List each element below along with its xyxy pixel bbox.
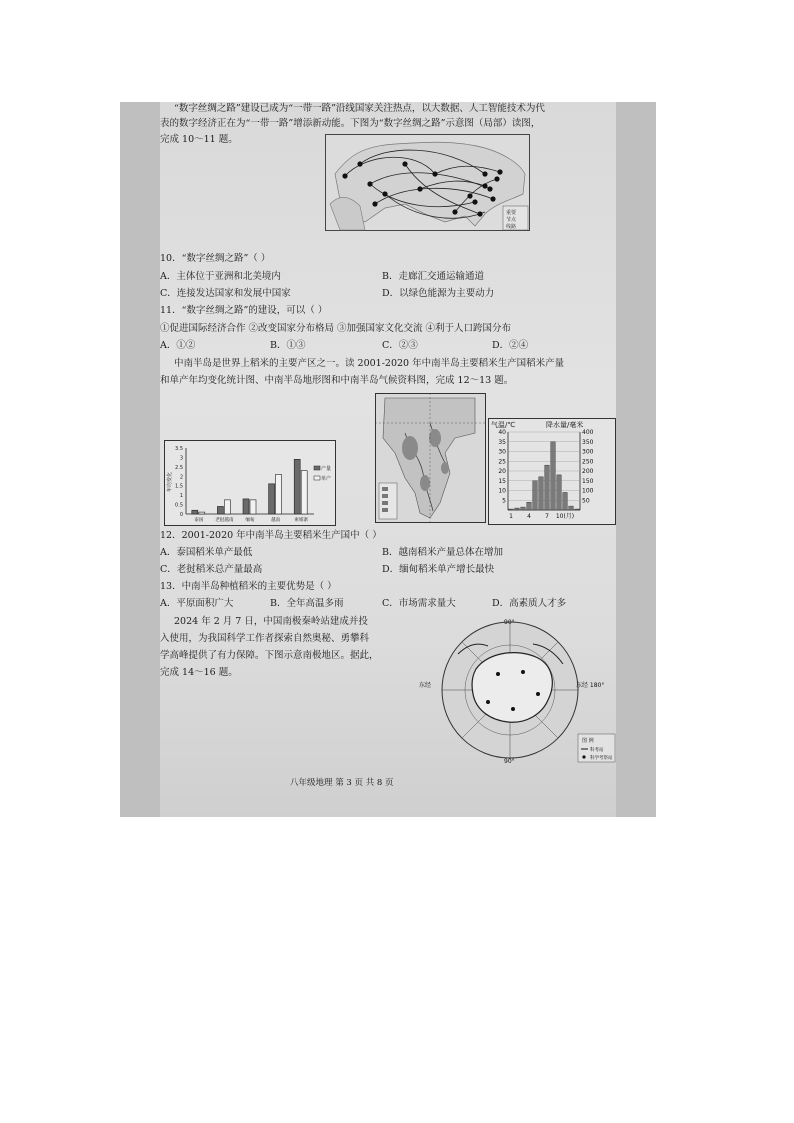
precip-bar — [569, 506, 573, 510]
bar-单产 — [250, 500, 256, 514]
left-tick-label: 25 — [498, 458, 506, 466]
precip-bar — [545, 465, 549, 510]
x-tick-label: 泰国 — [194, 518, 204, 523]
map3-legend-title: 图 例 — [582, 738, 594, 744]
right-tick-label: 250 — [582, 458, 594, 466]
legend-swatch — [314, 476, 320, 480]
x-tick-label: 越南 — [270, 518, 281, 523]
map3-label-bottom: 90° — [504, 758, 515, 764]
y-axis-title: 年均变化 — [167, 471, 173, 493]
q10-stem: 10．“数字丝绸之路”（ ） — [160, 253, 271, 264]
precip-bar — [557, 475, 561, 510]
x-tick-label: 4 — [527, 513, 531, 520]
y-tick-label: 3.5 — [175, 446, 183, 452]
right-tick-label: 50 — [582, 497, 590, 505]
q13-option-b: B．全年高温多雨 — [270, 598, 344, 609]
right-tick-label: 150 — [582, 477, 594, 485]
right-tick-label: 350 — [582, 438, 594, 446]
y-tick-label: 1.5 — [175, 483, 183, 490]
bar-单产 — [224, 500, 230, 514]
right-tick-label: 300 — [582, 448, 594, 456]
y-tick-label: 0 — [179, 512, 183, 518]
precip-bar — [509, 509, 513, 510]
bar-单产 — [199, 512, 205, 514]
map3-legend-1: 科考站 — [590, 748, 604, 753]
q10-option-a: A．主体位于亚洲和北美境内 — [160, 271, 281, 282]
map1-legend-2: 节点 — [506, 217, 517, 223]
x-tick-label: 10(月) — [555, 513, 575, 520]
q11-option-c: C．②③ — [382, 340, 418, 351]
intro3-line4: 完成 14～16 题。 — [160, 667, 238, 678]
q11-option-d: D．②④ — [492, 340, 529, 351]
q10-option-c: C．连接发达国家和发展中国家 — [160, 288, 291, 299]
y-tick-label: 1 — [179, 493, 183, 500]
map3-label-left: 东经 — [419, 682, 432, 689]
left-tick-label: 40 — [498, 429, 506, 436]
intro1-line2: 表的数字经济正在为“一带一路”增添新动能。下图为“数字丝绸之路”示意图（局部）读图， — [160, 118, 541, 129]
precip-bar — [521, 507, 525, 510]
q13-option-d: D．高素质人才多 — [492, 598, 567, 609]
y-tick-label: 3 — [179, 455, 183, 462]
intro3-line2: 入使用，为我国科学工作者探索自然奥秘、勇攀科 — [160, 633, 370, 644]
precip-bar — [551, 442, 555, 510]
bar-产量 — [243, 499, 249, 514]
indochina-terrain-map — [375, 393, 486, 523]
q13-option-a: A．平原面积广大 — [160, 598, 234, 609]
intro3-line1: 2024 年 2 月 7 日，中国南极秦岭站建成并投 — [174, 616, 368, 627]
left-tick-label: 15 — [498, 477, 506, 485]
map1-legend-3: 线路 — [506, 224, 517, 230]
x-tick-label: 老挝越南 — [215, 518, 234, 523]
left-tick-label: 10 — [498, 487, 506, 495]
precip-bar — [515, 508, 519, 510]
precip-bar — [563, 492, 567, 510]
left-tick-label: 30 — [498, 448, 506, 456]
right-tick-label: 200 — [582, 468, 594, 475]
q13-stem: 13．中南半岛种植稻米的主要优势是（ ） — [160, 581, 337, 592]
bar-产量 — [269, 484, 275, 514]
left-tick-label: 35 — [498, 438, 506, 446]
x-tick-label: 7 — [545, 513, 549, 520]
q12-option-c: C．老挝稻米总产量最高 — [160, 564, 263, 575]
precip-bar — [539, 477, 543, 510]
climate-chart — [488, 418, 616, 525]
x-tick-label: 1 — [509, 513, 513, 520]
precip-bar — [533, 481, 537, 510]
q11-option-b: B．①③ — [270, 340, 306, 351]
rice-output-chart — [164, 440, 336, 526]
y-tick-label: 2.5 — [175, 464, 183, 471]
precip-bar — [575, 509, 579, 510]
map3-label-right: 东经 180° — [576, 682, 605, 689]
digital-silk-road-map — [325, 134, 530, 231]
q11-option-a: A．①② — [160, 340, 196, 351]
bar-产量 — [294, 459, 300, 514]
bar-产量 — [192, 510, 198, 514]
q11-items: ①促进国际经济合作 ②改变国家分布格局 ③加强国家文化交流 ④利于人口跨国分布 — [160, 323, 512, 334]
x-tick-label: 缅甸 — [245, 518, 255, 523]
y-tick-label: 2 — [179, 474, 183, 481]
left-tick-label: 5 — [502, 497, 506, 505]
intro2-line1: 中南半岛是世界上稻米的主要产区之一。读 2001-2020 年中南半岛主要稻米生产国稻米产量 — [174, 358, 565, 369]
intro2-line2: 和单产年均变化统计图、中南半岛地形图和中南半岛气候资料图，完成 12～13 题。 — [160, 375, 514, 386]
q12-option-d: D．缅甸稻米单产增长最快 — [382, 564, 495, 575]
right-tick-label: 400 — [582, 429, 594, 436]
bar-产量 — [217, 506, 223, 514]
q12-option-b: B．越南稻米产量总体在增加 — [382, 547, 503, 558]
q10-option-b: B．走廊汇交通运输通道 — [382, 271, 484, 282]
q10-option-d: D．以绿色能源为主要动力 — [382, 288, 495, 299]
map1-legend-1: 重要 — [506, 210, 517, 216]
right-axis-title: 降水量/毫米 — [546, 421, 584, 429]
y-tick-label: 0.5 — [175, 502, 183, 509]
intro1-line1: “数字丝绸之路”建设已成为“一带一路”沿线国家关注热点，以大数据、人工智能技术为代 — [174, 103, 545, 114]
left-tick-label: 20 — [498, 468, 506, 475]
photo-background — [120, 102, 656, 817]
map3-legend-2: 科学考察站 — [590, 756, 613, 761]
q12-option-a: A．泰国稻米单产最低 — [160, 547, 253, 558]
legend-swatch — [314, 466, 320, 470]
map3-label-top: 90° — [504, 619, 515, 626]
x-tick-label: 柬埔寨 — [294, 518, 309, 523]
q11-stem: 11．“数字丝绸之路”的建设，可以（ ） — [160, 305, 328, 316]
q13-option-c: C．市场需求量大 — [382, 598, 456, 609]
left-axis-title: 气温/℃ — [491, 421, 516, 429]
q12-stem: 12．2001-2020 年中南半岛主要稻米生产国中（ ） — [160, 530, 382, 541]
legend-label: 产量 — [321, 466, 332, 472]
bar-单产 — [301, 471, 307, 514]
exam-page — [160, 102, 616, 817]
page-footer: 八年级地理 第 3 页 共 8 页 — [290, 778, 394, 788]
legend-label: 单产 — [321, 476, 332, 482]
intro1-line3: 完成 10～11 题。 — [160, 134, 238, 145]
right-tick-label: 100 — [582, 487, 594, 495]
intro3-line3: 学高峰提供了有力保障。下图示意南极地区。据此， — [160, 650, 379, 661]
bar-单产 — [276, 474, 282, 514]
antarctica-map — [418, 614, 616, 764]
precip-bar — [527, 502, 531, 510]
